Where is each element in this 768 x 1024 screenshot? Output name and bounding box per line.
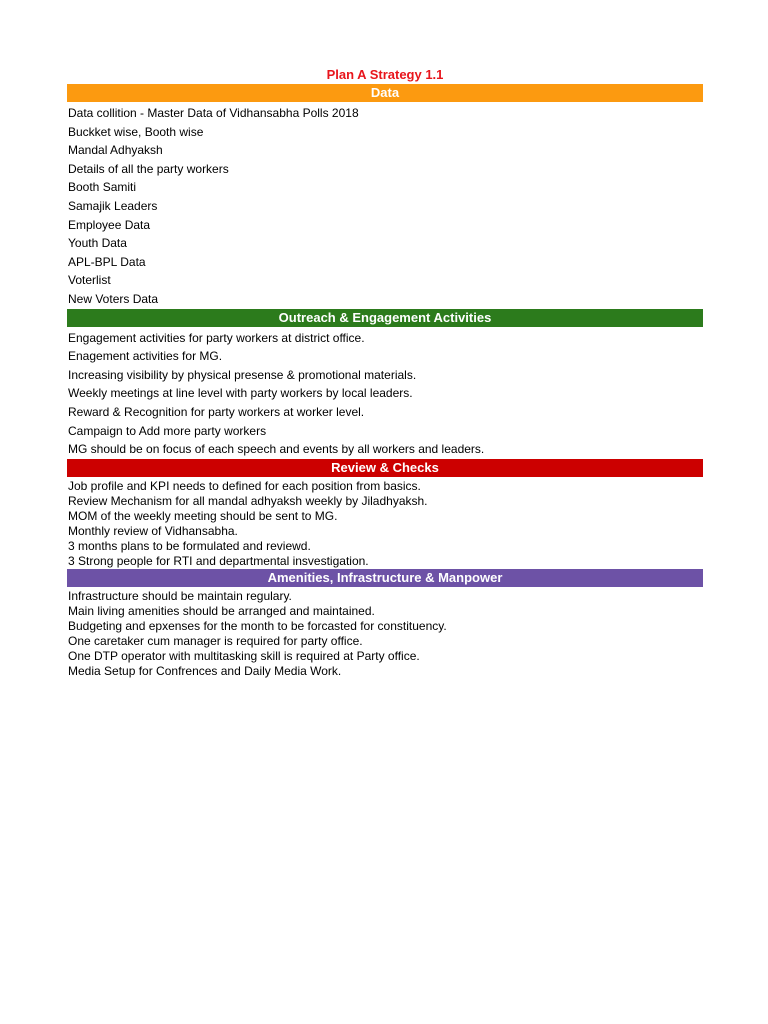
section-header-data: Data bbox=[67, 84, 703, 102]
list-item: One DTP operator with multitasking skill is required at Party office. bbox=[68, 648, 420, 663]
list-item: Job profile and KPI needs to defined for each position from basics. bbox=[68, 478, 421, 493]
list-item: Main living amenities should be arranged and maintained. bbox=[68, 603, 375, 618]
list-item: Increasing visibility by physical presense & promotional materials. bbox=[68, 367, 417, 382]
section-list-data bbox=[67, 104, 703, 309]
list-item: One caretaker cum manager is required for party office. bbox=[68, 633, 363, 648]
list-item: Samajik Leaders bbox=[68, 198, 158, 213]
list-item: Buckket wise, Booth wise bbox=[68, 124, 204, 139]
list-item: Review Mechanism for all mandal adhyaksh weekly by Jiladhyaksh. bbox=[68, 493, 428, 508]
list-item: Reward & Recognition for party workers at worker level. bbox=[68, 404, 365, 419]
list-item: Booth Samiti bbox=[68, 180, 137, 195]
list-item: Weekly meetings at line level with party workers by local leaders. bbox=[68, 386, 413, 401]
list-item: MOM of the weekly meeting should be sent to MG. bbox=[68, 508, 338, 523]
list-item: Mandal Adhyaksh bbox=[68, 143, 163, 158]
list-item: Infrastructure should be maintain regulary. bbox=[68, 588, 292, 603]
list-item: APL-BPL Data bbox=[68, 254, 146, 269]
section-header-review: Review & Checks bbox=[67, 459, 703, 477]
list-item: Budgeting and epxenses for the month to be forcasted for constituency. bbox=[68, 618, 447, 633]
list-item: Youth Data bbox=[68, 236, 127, 251]
section-header-outreach: Outreach & Engagement Activities bbox=[67, 309, 703, 327]
section-header-amenities: Amenities, Infrastructure & Manpower bbox=[67, 569, 703, 587]
list-item: Media Setup for Confrences and Daily Media Work. bbox=[68, 663, 342, 678]
list-item: Campaign to Add more party workers bbox=[68, 423, 267, 438]
list-item: 3 Strong people for RTI and departmental insvestigation. bbox=[68, 553, 369, 568]
list-item: New Voters Data bbox=[68, 291, 159, 306]
list-item: Voterlist bbox=[68, 273, 111, 288]
list-item: Enagement activities for MG. bbox=[68, 349, 223, 364]
list-item: Employee Data bbox=[68, 217, 151, 232]
list-item: Details of all the party workers bbox=[68, 161, 229, 176]
list-item: MG should be on focus of each speech and events by all workers and leaders. bbox=[68, 442, 485, 457]
section-list-review bbox=[67, 479, 703, 569]
list-item: Data collition - Master Data of Vidhansabha Polls 2018 bbox=[68, 106, 359, 120]
section-list-outreach bbox=[67, 329, 703, 459]
page-title: Plan A Strategy 1.1 bbox=[326, 67, 444, 82]
section-list-amenities bbox=[67, 589, 703, 679]
spreadsheet-page bbox=[67, 66, 703, 679]
list-item: Engagement activities for party workers at district office. bbox=[68, 330, 365, 345]
list-item: Monthly review of Vidhansabha. bbox=[68, 523, 238, 538]
list-item: 3 months plans to be formulated and reviewd. bbox=[68, 538, 311, 553]
